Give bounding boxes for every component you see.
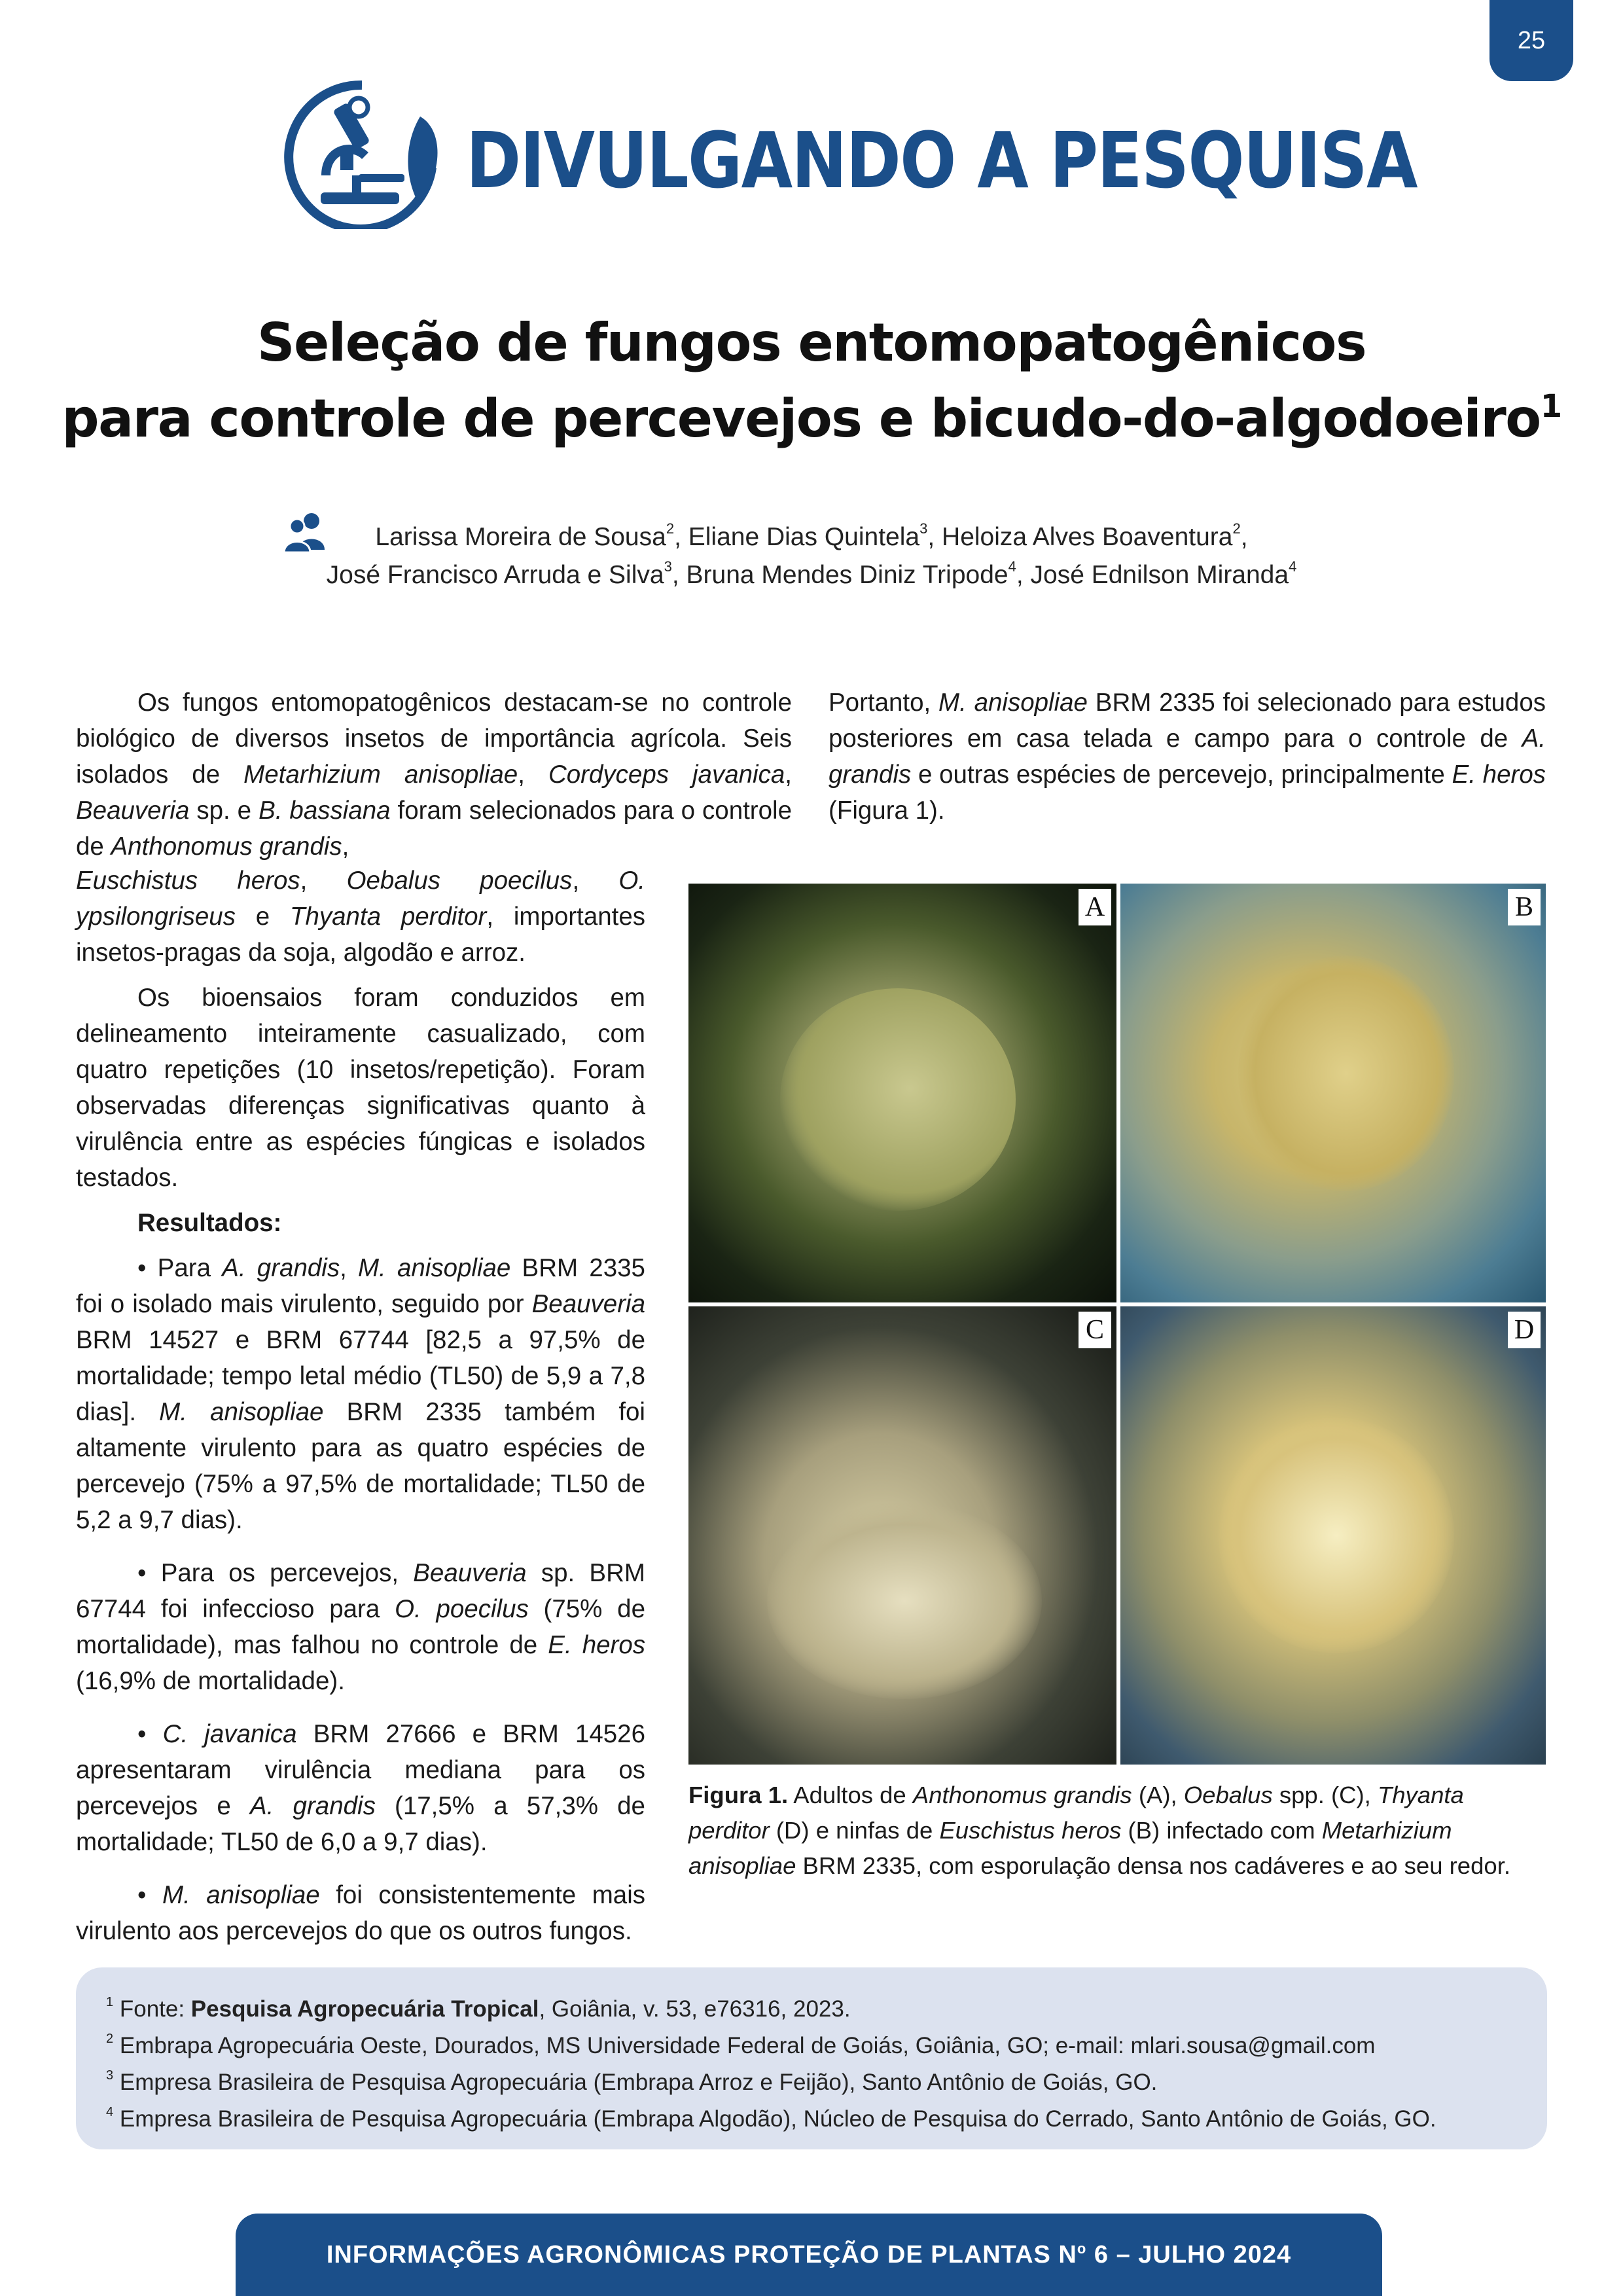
body-column-right — [829, 685, 1546, 838]
author-list — [288, 518, 1335, 594]
result-item-3: • C. javanica BRM 27666 e BRM 14526 apresentaram virulência mediana para os percevejos e A. grandis (17,5% a 57,3% de mortalidade; TL50 de 6,0 a 9,7 dias). — [76, 1720, 645, 1856]
paragraph-methods: Os bioensaios foram conduzidos em delineamento inteiramente casualizado, com quatro repetições (10 insetos/repetição). Foram observadas diferenças significativas quanto à virulência entre as espécies fúngicas e isolados testados. — [76, 984, 645, 1192]
panel-label-c: C — [1079, 1312, 1111, 1348]
panel-label-a: A — [1079, 889, 1111, 925]
title-line-2: para controle de percevejos e bicudo-do-algodoeiro$^1$ — [62, 388, 1561, 449]
result-item-4: • M. anisopliae foi consistentemente mais virulento aos percevejos do que os outros fungos. — [76, 1881, 645, 1945]
result-item-2: • Para os percevejos, Beauveria sp. BRM 67744 foi infeccioso para O. poecilus (75% de mortalidade), mas falhou no controle de E. heros (16,9% de mortalidade). — [76, 1559, 646, 1695]
caption-label: Figura 1. — [688, 1782, 789, 1808]
figure-panel-d — [1120, 1306, 1546, 1765]
figure-panel-b — [1120, 884, 1546, 1302]
footnote-2: $^2$ Embrapa Agropecuária Oeste, Dourados, MS Universidade Federal de Goiás, Goiânia, GO; e-mail: mlari.sousa@gmail.com — [106, 2032, 1376, 2058]
author-line-2: José Francisco Arruda e Silva$^3$, Bruna Mendes Diniz Tripode$^4$, José Ednilson Miranda$^4$ — [326, 558, 1297, 589]
body-column-left-top — [76, 685, 792, 865]
footnote-1: $^1$ Fonte: Pesquisa Agropecuária Tropical, Goiânia, v. 53, e76316, 2023. — [106, 1995, 851, 2022]
result-item-1: • Para A. grandis, M. anisopliae BRM 2335 foi o isolado mais virulento, seguido por Beauveria BRM 14527 e BRM 67744 [82,5 a 97,5% de mortalidade; tempo letal médio (TL50) de 5,9 a 7,8 dias]. M. anisopliae BRM 2335 também foi altamente virulento para as quatro espécies de percevejo (75% a 97,5% de mortalidade; TL50 de 5,2 a 9,7 dias). — [76, 1254, 645, 1534]
figure-panel-c — [688, 1306, 1116, 1765]
author-line-1: Larissa Moreira de Sousa$^2$, Eliane Dias Quintela$^3$, Heloiza Alves Boaventura$^2$, — [375, 520, 1248, 551]
figure-panel-a — [688, 884, 1116, 1302]
footer-text: INFORMAÇÕES AGRONÔMICAS PROTEÇÃO DE PLANTAS $N^o$ 6 – JULHO 2024 — [326, 2240, 1292, 2269]
results-heading: Resultados: — [137, 1209, 282, 1237]
page-number: 25 — [1517, 26, 1546, 54]
paragraph-intro-cont: Euschistus heros, Oebalus poecilus, O. ypsilongriseus e Thyanta perditor, importantes insetos-pragas da soja, algodão e arroz. — [76, 867, 645, 967]
title-footnote-mark: 1 — [1540, 388, 1561, 425]
panel-label-b: B — [1508, 889, 1541, 925]
footer-bar — [236, 2214, 1382, 2296]
body-column-left — [76, 863, 645, 1958]
figure-caption: Figura 1. Adultos de Anthonomus grandis (A), Oebalus spp. (C), Thyanta perditor (D) e ninfas de Euschistus heros (B) infectado com Metarhizium anisopliae BRM 2335, com esporulação densa nos cadáveres e ao seu redor. — [688, 1782, 1510, 1879]
paragraph-intro-top: Os fungos entomopatogênicos destacam-se no controle biológico de diversos insetos de importância agrícola. Seis isolados de Metarhizium anisopliae, Cordyceps javanica, Beauveria sp. e B. bassiana foram selecionados para o controle de Anthonomus grandis, — [76, 689, 792, 861]
article-title — [0, 305, 1623, 457]
paragraph-conclusion: Portanto, M. anisopliae BRM 2335 foi selecionado para estudos posteriores em casa telada e campo para o controle de A. grandis e outras espécies de percevejo, principalmente E. heros (Figura 1). — [829, 689, 1546, 825]
panel-label-d: D — [1508, 1312, 1541, 1348]
section-heading: DIVULGANDO A PESQUISA — [466, 115, 1417, 206]
microscope-leaf-logo-icon — [280, 77, 444, 229]
footnotes-box — [76, 1967, 1547, 2149]
footnote-4: $^4$ Empresa Brasileira de Pesquisa Agropecuária (Embrapa Algodão), Núcleo de Pesquisa do Cerrado, Santo Antônio de Goiás, GO. — [106, 2105, 1436, 2132]
title-line-1: Seleção de fungos entomopatogênicos — [257, 312, 1366, 373]
figure-1 — [688, 884, 1546, 1765]
footnote-3: $^3$ Empresa Brasileira de Pesquisa Agropecuária (Embrapa Arroz e Feijão), Santo Antônio de Goiás, GO. — [106, 2068, 1158, 2095]
page-number-tab — [1489, 0, 1573, 81]
